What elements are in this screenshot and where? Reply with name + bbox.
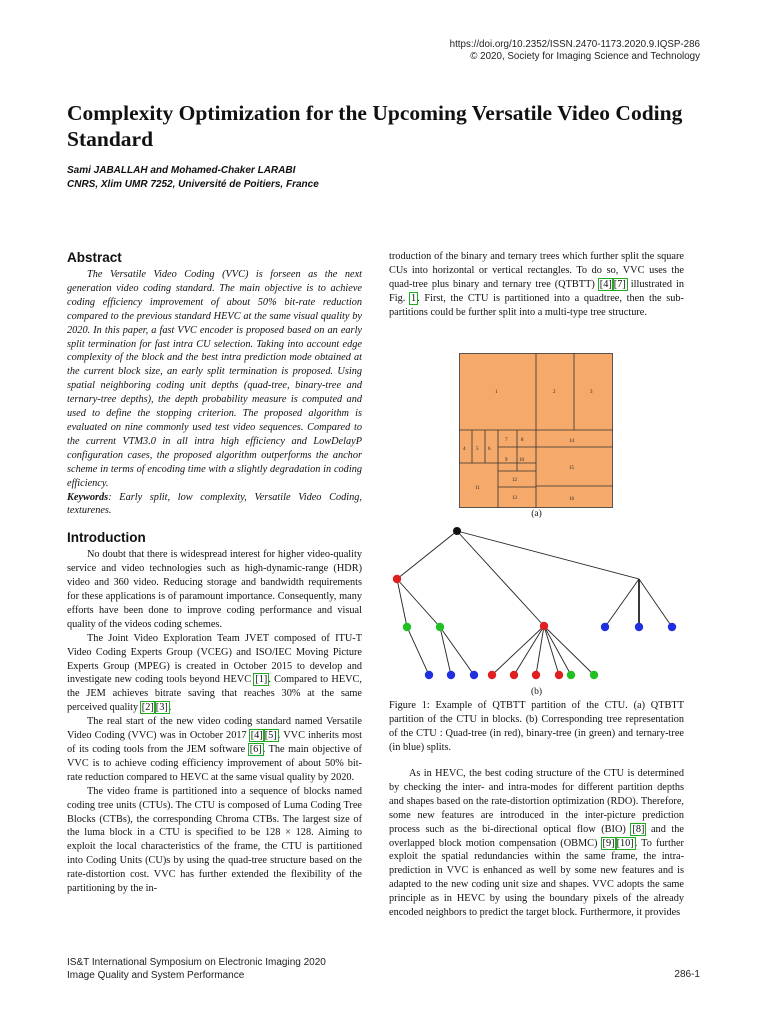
citation-link[interactable]: [5] [264, 730, 277, 742]
block-label: 15 [569, 466, 574, 471]
figure-caption: Figure 1: Example of QTBTT partition of the CTU. (a) QTBTT partition of the CTU in blocks. (b) Corresponding tree representation of the CTU : Quad-tree (in red), binary-tree (in green) and ternary-tree (in blue) splits. [389, 700, 684, 753]
keywords-text: : Early split, low complexity, Versatile Video Coding, texturenes. [67, 491, 362, 517]
page-number: 286-1 [674, 969, 700, 980]
page-header [280, 39, 700, 63]
block-label: 4 [463, 447, 466, 452]
author-block [67, 164, 567, 192]
tree-node [567, 671, 575, 679]
block-label: 12 [512, 478, 517, 483]
right-paragraph-1: troduction of the binary and ternary trees which further split the square CUs into horizontal or vertical rectangles. To do so, VVC uses the quad-tree plus binary and ternary tree (QTBTT) [4] [7] illustrated in Fig. 1. First, the CTU is partitioned into a quadtree, then the sub-partitions could be further split into a multi-type tree structure. [389, 251, 684, 318]
footer-venue: IS&T International Symposium on Electronic Imaging 2020 [67, 957, 326, 968]
block-label: 9 [505, 458, 508, 463]
block-label: 7 [505, 438, 508, 443]
tree-node [403, 623, 411, 631]
block-label: 2 [553, 390, 556, 395]
tree-node [668, 623, 676, 631]
tree-node [555, 671, 563, 679]
citation-link[interactable]: [10] [616, 837, 634, 849]
subfigure-b-caption: (b) [530, 687, 543, 697]
intro-paragraph-2: The Joint Video Exploration Team JVET composed of ITU-T Video Coding Experts Group (VCEG) and ISO/IEC Moving Picture Experts Group (MPEG) is created in October 2015 to develop and investigate new coding tools beyond HEVC [1]. Compared to HEVC, the JEM achieves bitrate saving that reaches 30% at the same perceived quality [2] [3]. [67, 632, 362, 714]
tree-node [393, 575, 401, 583]
intro-paragraph-1: No doubt that there is widespread interest for higher video-quality service and video technologies such as high-dynamic-range (HDR) video and 360 video. Reducing storage and bandwidth requirements for these applications is of paramount importance. Consequently, many efforts have been done to improve coding performance and visual quality of the videos coding schemes. [67, 549, 362, 630]
block-label: 16 [569, 497, 574, 502]
abstract-heading: Abstract [67, 250, 122, 265]
citation-link[interactable]: [4] [250, 730, 263, 742]
copyright: © 2020, Society for Imaging Science and Technology [470, 51, 700, 62]
right-column-continued [389, 767, 684, 920]
citation-link[interactable]: [7] [613, 278, 626, 290]
block-label: 10 [519, 458, 524, 463]
citation-link[interactable]: [2] [141, 702, 154, 714]
tree-node [590, 671, 598, 679]
tree-node [447, 671, 455, 679]
citation-link[interactable]: [3] [155, 702, 168, 714]
tree-node [470, 671, 478, 679]
citation-link[interactable]: [1] [255, 674, 268, 686]
citation-link[interactable]: [8] [632, 823, 645, 835]
block-label: 3 [590, 390, 593, 395]
right-paragraph-2: As in HEVC, the best coding structure of the CTU is determined by checking the inter- and intra-modes for different partition depths and shapes based on the rate-distortion optimization (RDO). Therefore, some new features are introduced in the inter-picture prediction process such as the bi-directional optical flow (BIO) [8] and the overlapped block motion compensation (OBMC) [9] [10]. To further exploit the spatial redundancies within the same frame, the intra-prediction in VVC is enhanced as well by some new features and is adapted to the new coding unit size and shapes. VVC adopts the same principle as in HEVC by using the boundary pixels of the already encoded neighbors to predict the target block. Furthermore, it provides [389, 768, 684, 919]
citation-link[interactable]: [9] [602, 837, 615, 849]
citation-link[interactable]: [4] [599, 278, 612, 290]
citation-link[interactable]: [6] [249, 744, 262, 755]
tree-node [635, 623, 643, 631]
block-label: 11 [475, 486, 480, 491]
tree-node [540, 622, 548, 630]
ternary-tree-nodes [425, 623, 676, 679]
figure-link[interactable]: 1 [411, 292, 417, 304]
keywords [67, 491, 362, 519]
paper-title: Complexity Optimization for the Upcoming Versatile Video Coding Standard [67, 101, 683, 151]
ctu-partition-figure [459, 353, 613, 508]
doi-link[interactable]: https://doi.org/10.2352/ISSN.2470-1173.2020.9.IQSP-286 [449, 39, 700, 50]
block-label: 1 [495, 390, 498, 395]
block-label: 8 [521, 438, 524, 443]
footer-track: Image Quality and System Performance [67, 969, 245, 981]
introduction-heading: Introduction [67, 530, 146, 546]
tree-node [532, 671, 540, 679]
author-names: Sami JABALLAH and Mohamed-Chaker LARABI [67, 165, 296, 176]
block-label: 14 [569, 439, 574, 444]
author-affiliation: CNRS, Xlim UMR 7252, Université de Poitiers, France [67, 179, 319, 190]
keywords-label: Keywords [67, 491, 109, 503]
left-column [67, 250, 362, 896]
right-column [389, 250, 684, 320]
block-label: 13 [512, 496, 517, 501]
page-footer [67, 957, 326, 982]
tree-node [510, 671, 518, 679]
block-label: 6 [488, 447, 491, 452]
tree-node [601, 623, 609, 631]
tree-node [436, 623, 444, 631]
tree-node [488, 671, 496, 679]
tree-node [425, 671, 433, 679]
ctu-tree-figure [389, 522, 699, 698]
intro-paragraph-4: The video frame is partitioned into a sequence of blocks named coding tree units (CTUs). The CTU is composed of Luma Coding Tree Blocks (CTBs), the corresponding Chroma CTBs. The largest size of the luma block in a CTU is specified to be 128 × 128. Aiming to exploit the local characteristics of the frame, the CTU is partitioned into Coding Units (CU)s by using the quad-tree structure based on the rate-distortion cost. VVC has further extended the flexibility of the partitioning by the in- [67, 785, 362, 895]
tree-root-node [453, 527, 461, 535]
subfigure-a-caption: (a) [531, 509, 542, 519]
intro-paragraph-3: The real start of the new video coding standard named Versatile Video Coding (VVC) was in October 2017 [4] [5]. VVC inherits most of its coding tools from the JEM software [6]. The main objective of VVC is to achieve coding efficiency improvement of about 50% bit-rate reduction compared to HEVC at the same visual quality by 2020. [67, 716, 363, 783]
abstract-text: The Versatile Video Coding (VVC) is forseen as the next generation video coding standard. The main objective is to achieve coding efficiency improvement of about 50% bit-rate reduction compared to the previous standard HEVC at the same visual quality by 2020. In this paper, a fast VVC encoder is proposed based on an early split termination for fast intra CU selection. Taking into account edge complexity of the block and the best intra prediction mode obtained at the current block size, an early split termination is proposed. Using spatial neighboring coding unit depths (quad-tree, binary-tree and ternary-tree depths), the depth probability measure is computed and used to define the stopping criterion. The proposed algorithm is evaluated on nine commonly used test video sequences. Compared to the current VTM3.0 in all intra high efficiency and LowDelayP configuration cases, the proposed algorithm outperforms the anchor scheme in terms of encoding time with a slightly degradation in coding efficiency. [67, 269, 362, 489]
block-label: 5 [476, 447, 479, 452]
